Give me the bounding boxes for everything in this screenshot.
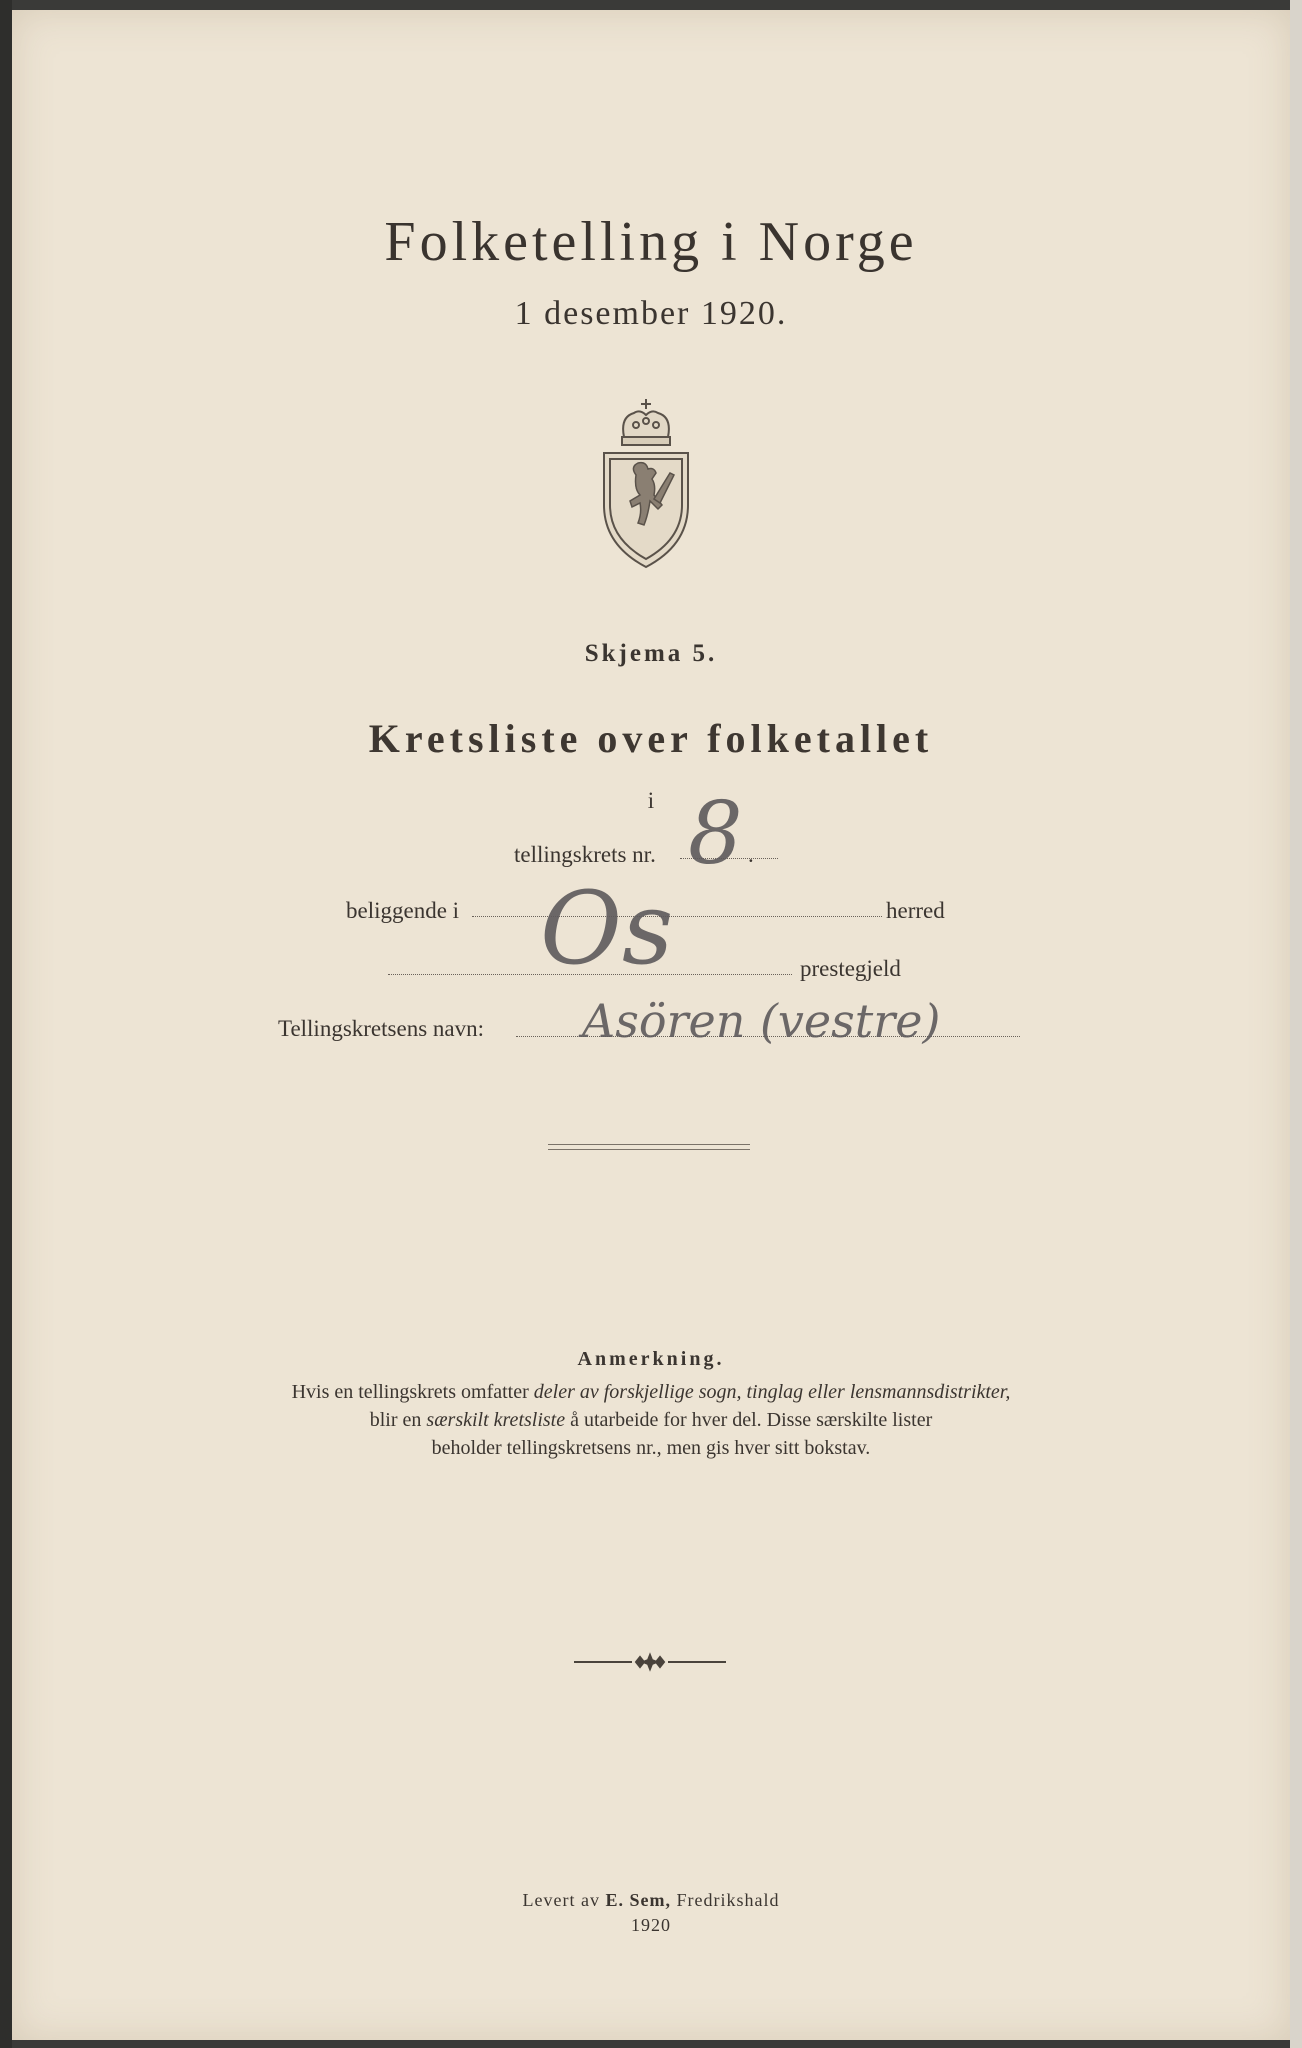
note-line-3: beholder tellingskretsens nr., men gis hver sitt bokstav. [431, 1437, 871, 1459]
kretsnavn-label: Tellingskretsens navn: [278, 1016, 484, 1041]
herred-value: Os [540, 870, 674, 987]
note-line-2-italic: særskilt kretsliste [426, 1409, 566, 1431]
note-line-1 [0, 1378, 1302, 1406]
tellingskrets-value: 8 [688, 784, 743, 884]
printer-year: 1920 [631, 1915, 671, 1935]
printer-prefix: Levert av [522, 1890, 606, 1910]
prestegjeld-line [388, 974, 792, 975]
tellingskrets-period: . [748, 842, 754, 867]
printer-name: E. Sem, [605, 1890, 671, 1910]
herred-line [472, 916, 882, 917]
printer-credit [0, 1890, 1302, 1911]
document-date: 1 desember 1920. [514, 295, 788, 332]
prestegjeld-label: prestegjeld [800, 956, 901, 981]
note-line-2 [0, 1406, 1302, 1434]
herred-label: herred [886, 898, 945, 923]
note-line-1-plain: Hvis en tellingskrets omfatter [291, 1381, 534, 1403]
note-line-2-plain-a: blir en [369, 1409, 427, 1431]
form-heading: Kretsliste over folketallet [368, 716, 934, 761]
note-text [0, 1378, 1302, 1462]
ornament-divider-icon [570, 1652, 730, 1672]
kretsnavn-value: Asören (vestre) [582, 994, 941, 1048]
connector-word: i [647, 788, 655, 813]
beliggende-label: beliggende i [346, 898, 460, 923]
tellingskrets-label: tellingskrets nr. [514, 842, 656, 867]
note-line-1-italic: deler av forskjellige sogn, tinglag eller lensmannsdistrikter, [533, 1381, 1011, 1403]
printer-place: Fredrikshald [670, 1890, 780, 1910]
document-title: Folketelling i Norge [384, 211, 918, 273]
note-line-2-plain-b: å utarbeide for hver del. Disse særskilte lister [565, 1409, 933, 1431]
coat-of-arms-icon [596, 395, 696, 570]
schema-label: Skjema 5. [584, 640, 718, 667]
section-divider [548, 1144, 750, 1150]
note-heading: Anmerkning. [577, 1348, 725, 1370]
